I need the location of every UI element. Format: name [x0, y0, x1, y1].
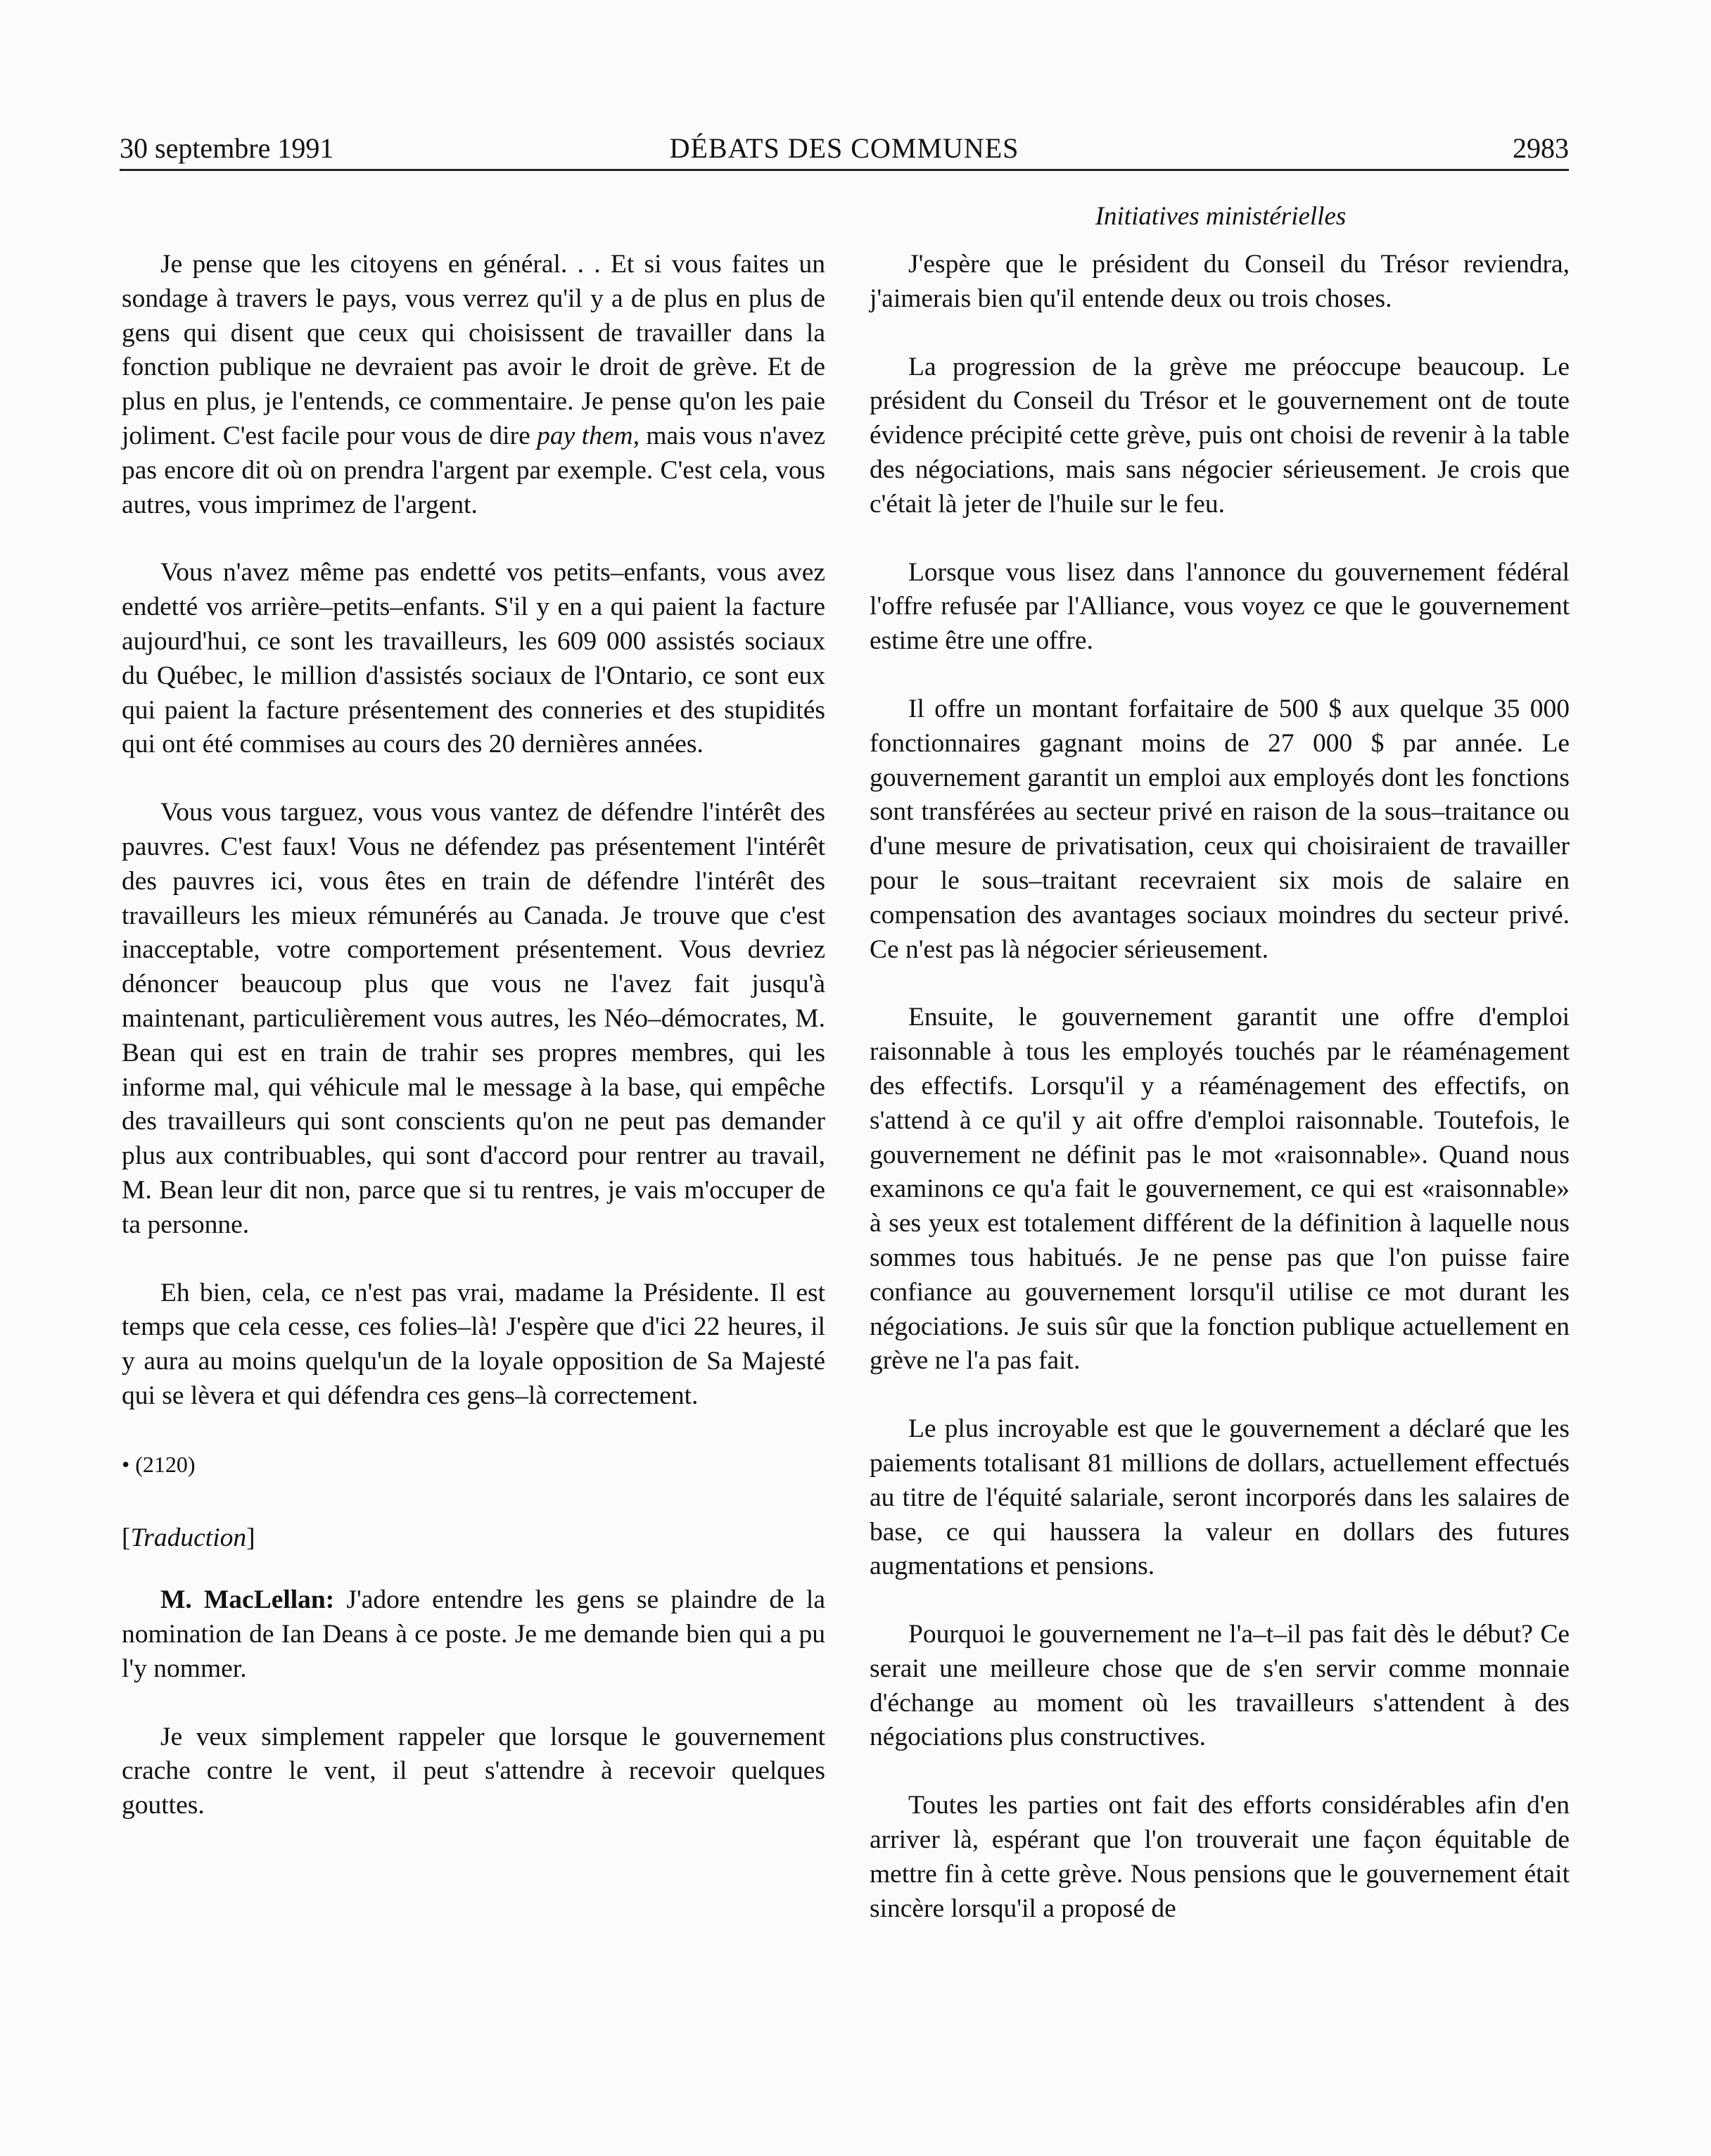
- paragraph: Il offre un montant forfaitaire de 500 $ aux quelque 35 000 fonctionnaires gagnant moins de 27 000 $ par année. Le gouvernement garantit un emploi aux employés dont les fonctions sont transférées au secteur privé en raison de la sous–traitance ou d'une mesure de privatisation, ceux qui choisiraient de travailler pour le sous–traitant recevraient six mois de salaire en compensation des avantages sociaux moindres du secteur privé. Ce n'est pas là négocier sérieusement.: [870, 694, 1570, 964]
- paragraph-text: mais vous n'avez pas encore dit où on prendra l'argent par exemple. C'est cela, vous autres, vous imprimez de l'argent.: [122, 421, 826, 519]
- left-column: [122, 248, 825, 1857]
- paragraph: J'espère que le président du Conseil du Trésor reviendra, j'aimerais bien qu'il entende deux ou trois choses.: [870, 250, 1570, 313]
- translation-note-text: Traduction: [130, 1523, 247, 1552]
- paragraph: Eh bien, cela, ce n'est pas vrai, madame la Présidente. Il est temps que cela cesse, ces folies–là! J'espère que d'ici 22 heures, il y aura au moins quelqu'un de la loyale opposition de Sa Majesté qui se lèvera et qui défendra ces gens–là correctement.: [122, 1278, 825, 1410]
- paragraph: Pourquoi le gouvernement ne l'a–t–il pas fait dès le début? Ce serait une meilleure chose que de s'en servir comme monnaie d'échange au moment où les travailleurs s'attendent à des négociations plus constructives.: [870, 1620, 1570, 1752]
- paragraph: Toutes les parties ont fait des efforts considérables afin d'en arriver là, espérant que l'on trouverait une façon équitable de mettre fin à cette grève. Nous pensions que le gouvernement était sincère lorsqu'il a proposé de: [870, 1791, 1570, 1923]
- paragraph: Je veux simplement rappeler que lorsque le gouvernement crache contre le vent, il peut s'attendre à recevoir quelques gouttes.: [122, 1722, 825, 1820]
- italic-phrase: pay them,: [537, 421, 640, 450]
- speaker-name: M. MacLellan:: [160, 1585, 335, 1615]
- time-marker: • (2120): [122, 1451, 196, 1477]
- paragraph: [122, 248, 825, 522]
- paragraph-text: Je pense que les citoyens en général. . . Et si vous faites un sondage à travers le pays, vous verrez qu'il y a de plus en plus de gens qui disent que ceux qui choisissent de travailler dans la fonction publique ne devraient pas avoir le droit de grève. Et de plus en plus, je l'entends, ce commentaire. Je pense qu'on les paie joliment. C'est facile pour vous de dire: [122, 250, 825, 450]
- paragraph-text: J'adore entendre les gens se plaindre de la nomination de Ian Deans à ce poste. Je me demande bien qui a pu l'y nommer.: [122, 1585, 825, 1683]
- paragraph: La progression de la grève me préoccupe beaucoup. Le président du Conseil du Trésor et le gouvernement ont de toute évidence précipité cette grève, puis ont choisi de revenir à la table des négociations, mais sans négocier sérieusement. Je crois que c'était là jeter de l'huile sur le feu.: [870, 352, 1570, 519]
- paragraph: [122, 1583, 825, 1686]
- running-head: Initiatives ministérielles: [1095, 202, 1347, 231]
- paragraph: Ensuite, le gouvernement garantit une offre d'emploi raisonnable à tous les employés touchés par le réaménagement des effectifs. Lorsqu'il y a réaménagement des effectifs, on s'attend à ce qu'il y ait offre d'emploi raisonnable. Toutefois, le gouvernement ne définit pas le mot «raisonnable». Quand nous examinons ce qu'a fait le gouvernement, ce qui est «raisonnable» à ses yeux est totalement différent de la définition à laquelle nous sommes tous habitués. Je ne pense pas que l'on puisse faire confiance au gouvernement lorsqu'il utilise ce mot durant les négociations. Je suis sûr que la fonction publique actuellement en grève ne l'a pas fait.: [870, 1003, 1570, 1376]
- header-date: 30 septembre 1991: [120, 132, 334, 164]
- paragraph: Vous vous targuez, vous vous vantez de défendre l'intérêt des pauvres. C'est faux! Vous ne défendez pas présentement l'intérêt des pauvres ici, vous êtes en train de défendre l'intérêt des travailleurs les mieux rémunérés au Canada. Je trouve que c'est inacceptable, votre comportement présentement. Vous devriez dénoncer beaucoup plus que vous ne l'avez fait jusqu'à maintenant, particulièrement vous autres, les Néo–démocrates, M. Bean qui est en train de trahir ses propres membres, qui les informe mal, qui véhicule mal le message à la base, qui empêche des travailleurs qui sont conscients qu'on ne peut pas demander plus aux contribuables, qui sont d'accord pour rentrer au travail, M. Bean leur dit non, parce que si tu rentres, je vais m'occuper de ta personne.: [122, 798, 825, 1239]
- page-number: 2983: [1513, 132, 1569, 164]
- right-column: [870, 248, 1570, 1960]
- translation-note: [Traduction]: [122, 1523, 255, 1552]
- publication-title: DÉBATS DES COMMUNES: [669, 132, 1019, 164]
- paragraph: Vous n'avez même pas endetté vos petits–enfants, vous avez endetté vos arrière–petits–enfants. S'il y en a qui paient la facture aujourd'hui, ce sont les travailleurs, les 609 000 assistés sociaux du Québec, le million d'assistés sociaux de l'Ontario, ce sont eux qui paient la facture présentement des conneries et des stupidités qui ont été commises au cours des 20 dernières années.: [122, 558, 825, 759]
- paragraph: Le plus incroyable est que le gouvernement a déclaré que les paiements totalisant 81 millions de dollars, actuellement effectués au titre de l'équité salariale, seront incorporés dans les salaires de base, ce qui haussera la valeur en dollars des futures augmentations et pensions.: [870, 1414, 1570, 1581]
- paragraph: Lorsque vous lisez dans l'annonce du gouvernement fédéral l'offre refusée par l'Alliance, vous voyez ce que le gouvernement estime être une offre.: [870, 557, 1570, 656]
- page-header: [120, 127, 1569, 171]
